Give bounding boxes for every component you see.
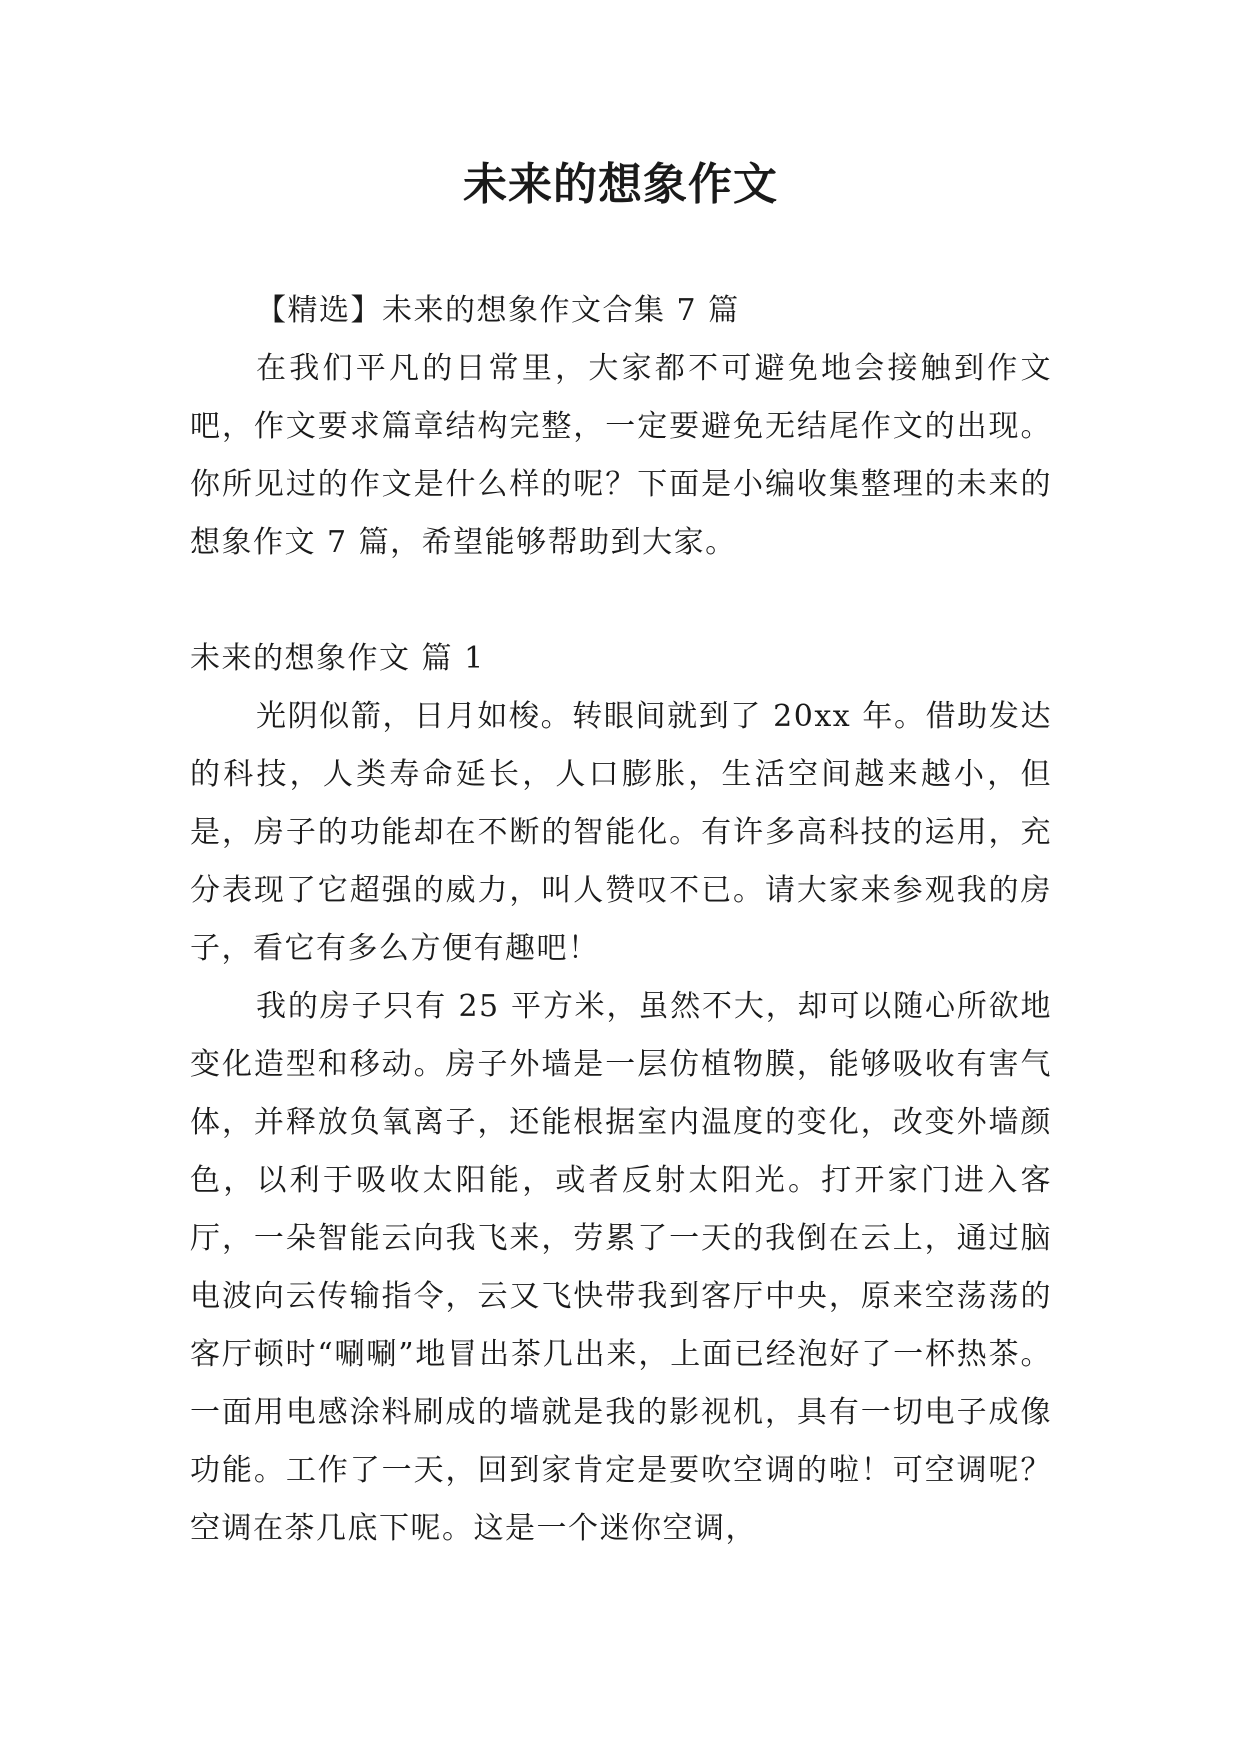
document-body bbox=[190, 282, 1052, 1558]
document-title: 未来的想象作文 bbox=[463, 159, 778, 210]
selection-heading: 【精选】未来的想象作文合集 7 篇 bbox=[256, 293, 740, 328]
body-paragraph: 我的房子只有 25 平方米，虽然不大，却可以随心所欲地变化造型和移动。房子外墙是一层仿植物膜，能够吸收有害气体，并释放负氧离子，还能根据室内温度的变化，改变外墙颜色，以利于吸收太阳能，或者反射太阳光。打开家门进入客厅，一朵智能云向我飞来，劳累了一天的我倒在云上，通过脑电波向云传输指令，云又飞快带我到客厅中央，原来空荡荡的客厅顿时“唰唰”地冒出茶几出来，上面已经泡好了一杯热茶。一面用电感涂料刷成的墙就是我的影视机，具有一切电子成像功能。工作了一天，回到家肯定是要吹空调的啦！可空调呢？空调在茶几底下呢。这是一个迷你空调， bbox=[190, 989, 1052, 1546]
intro-paragraph: 在我们平凡的日常里，大家都不可避免地会接触到作文吧，作文要求篇章结构完整，一定要避免无结尾作文的出现。你所见过的作文是什么样的呢？下面是小编收集整理的未来的想象作文 7 篇，希望能够帮助到大家。 bbox=[190, 351, 1052, 560]
body-paragraph: 光阴似箭，日月如梭。转眼间就到了 20xx 年。借助发达的科技，人类寿命延长，人口膨胀，生活空间越来越小，但是，房子的功能却在不断的智能化。有许多高科技的运用，充分表现了它超强的威力，叫人赞叹不已。请大家来参观我的房子，看它有多么方便有趣吧！ bbox=[190, 699, 1052, 966]
section-heading: 未来的想象作文 篇 1 bbox=[190, 641, 485, 676]
